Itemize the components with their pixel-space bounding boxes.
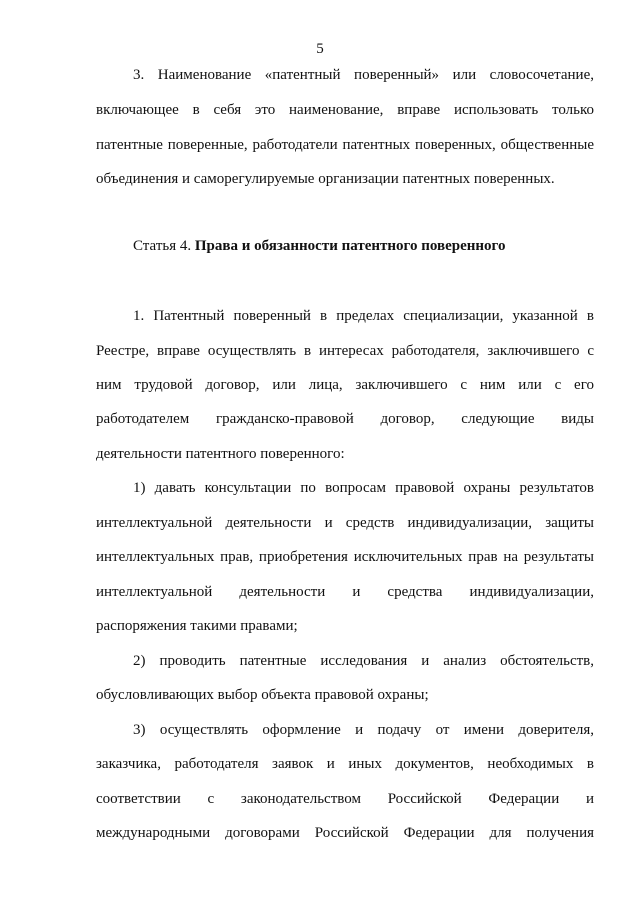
clause1-line-3: ним трудовой договор, или лица, заключившего с ним или с его <box>96 377 594 393</box>
clause3-line-1: 3. Наименование «патентный поверенный» или словосочетание, <box>133 67 594 83</box>
clause1-line-4: работодателем гражданско-правовой договор, следующие виды <box>96 411 594 427</box>
page-number: 5 <box>316 41 324 57</box>
clause1-line-2: Реестре, вправе осуществлять в интересах работодателя, заключившего с <box>96 343 594 359</box>
item1-line-1: 1) давать консультации по вопросам правовой охраны результатов <box>133 480 594 496</box>
item1-line-3: интеллектуальных прав, приобретения исключительных прав на результаты <box>96 549 594 565</box>
item2-line-1: 2) проводить патентные исследования и анализ обстоятельств, <box>133 653 594 669</box>
clause3-line-4: объединения и саморегулируемые организации патентных поверенных. <box>96 171 555 187</box>
article-heading <box>133 237 594 255</box>
item3-line-2: заказчика, работодателя заявок и иных документов, необходимых в <box>96 756 594 772</box>
item1-line-2: интеллектуальной деятельности и средств индивидуализации, защиты <box>96 515 594 531</box>
item3-line-1: 3) осуществлять оформление и подачу от имени доверителя, <box>133 722 594 738</box>
article-prefix: Статья 4. <box>133 238 195 254</box>
item3-line-3: соответствии с законодательством Российской Федерации и <box>96 791 594 807</box>
clause3-line-3: патентные поверенные, работодатели патентных поверенных, общественные <box>96 137 594 153</box>
article-title: Права и обязанности патентного поверенного <box>194 238 506 254</box>
clause1-line-5: деятельности патентного поверенного: <box>96 446 345 462</box>
clause3-line-2: включающее в себя это наименование, вправе использовать только <box>96 102 594 118</box>
item2-line-2: обусловливающих выбор объекта правовой охраны; <box>96 687 429 703</box>
clause1-line-1: 1. Патентный поверенный в пределах специализации, указанной в <box>133 308 594 324</box>
item1-line-5: распоряжения такими правами; <box>96 618 298 634</box>
item1-line-4: интеллектуальной деятельности и средства индивидуализации, <box>96 584 594 600</box>
item3-line-4: международными договорами Российской Федерации для получения <box>96 825 594 841</box>
